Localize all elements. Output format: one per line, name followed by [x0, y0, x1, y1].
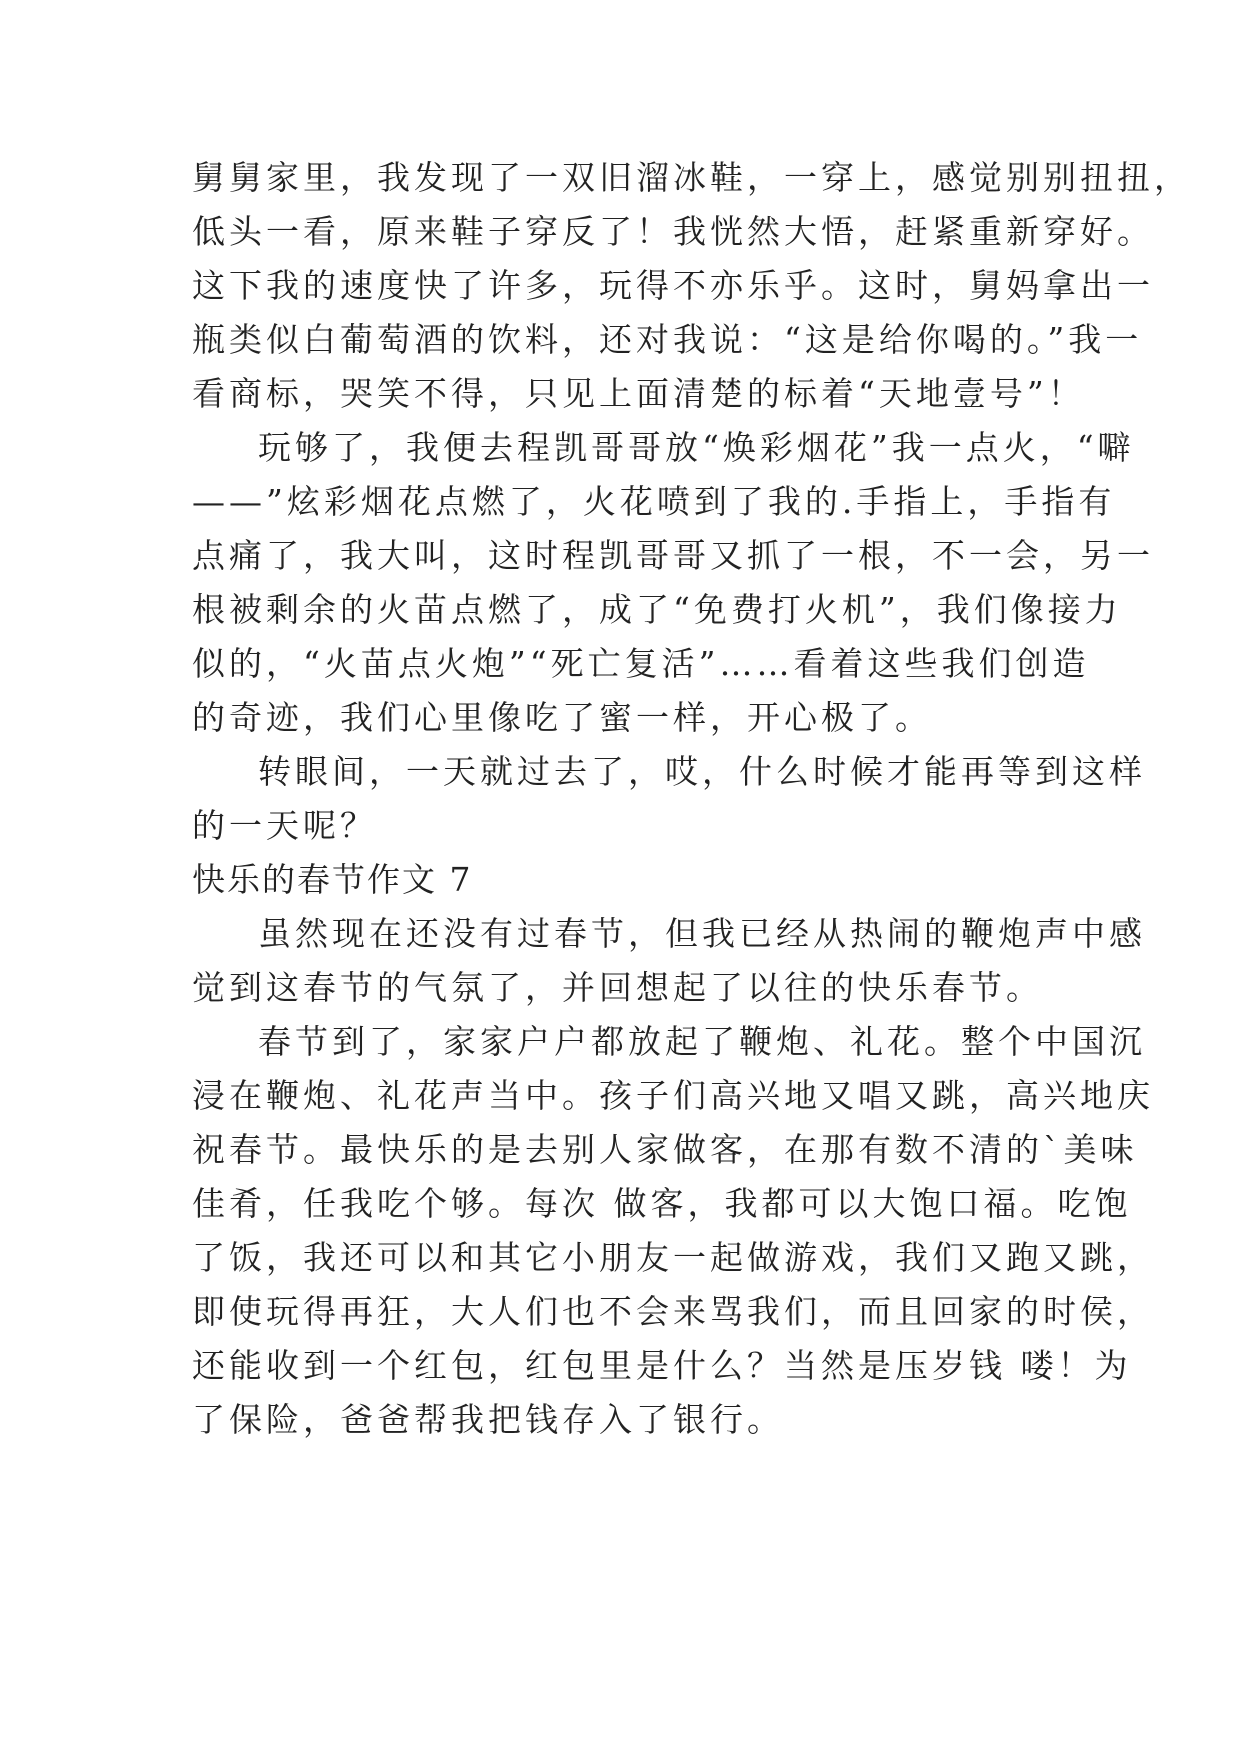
paragraph-start-line: 玩够了，我便去程凯哥哥放“焕彩烟花”我一点火，“噼: [258, 428, 1135, 467]
text-line: 的奇迹，我们心里像吃了蜜一样，开心极了。: [192, 698, 932, 737]
text-line: 根被剩余的火苗点燃了，成了“免费打火机”，我们像接力: [192, 590, 1122, 629]
text-line: 似的，“火苗点火炮”“死亡复活”……看着这些我们创造: [192, 644, 1090, 683]
text-line: 的一天呢？: [192, 806, 377, 845]
text-line: 佳肴，任我吃个够。每次 做客，我都可以大饱口福。吃饱: [192, 1184, 1132, 1223]
text-line: ——”炫彩烟花点燃了，火花喷到了我的.手指上，手指有: [192, 482, 1116, 521]
paragraph-start-line: 转眼间，一天就过去了，哎，什么时候才能再等到这样: [258, 752, 1146, 791]
text-line: 了饭，我还可以和其它小朋友一起做游戏，我们又跑又跳，: [192, 1238, 1154, 1277]
text-line: 还能收到一个红包，红包里是什么？当然是压岁钱 喽！为: [192, 1346, 1132, 1385]
paragraph-start-line: 虽然现在还没有过春节，但我已经从热闹的鞭炮声中感: [258, 914, 1146, 953]
text-line: 祝春节。最快乐的是去别人家做客，在那有数不清的`美味: [192, 1130, 1138, 1169]
text-line: 了保险，爸爸帮我把钱存入了银行。: [192, 1400, 784, 1439]
paragraph-start-line: 春节到了，家家户户都放起了鞭炮、礼花。整个中国沉: [258, 1022, 1146, 1061]
text-line: 这下我的速度快了许多，玩得不亦乐乎。这时，舅妈拿出一: [192, 266, 1154, 305]
text-line: 低头一看，原来鞋子穿反了！我恍然大悟，赶紧重新穿好。: [192, 212, 1154, 251]
text-line: 点痛了，我大叫，这时程凯哥哥又抓了一根，不一会，另一: [192, 536, 1154, 575]
text-line: 舅舅家里，我发现了一双旧溜冰鞋，一穿上，感觉别别扭扭，: [192, 158, 1191, 197]
text-line: 看商标，哭笑不得，只见上面清楚的标着“天地壹号”！: [192, 374, 1085, 413]
text-line: 觉到这春节的气氛了，并回想起了以往的快乐春节。: [192, 968, 1043, 1007]
section-heading: 快乐的春节作文 7: [192, 860, 473, 899]
text-line: 瓶类似白葡萄酒的饮料，还对我说：“这是给你喝的。”我一: [192, 320, 1143, 359]
text-line: 浸在鞭炮、礼花声当中。孩子们高兴地又唱又跳，高兴地庆: [192, 1076, 1154, 1115]
text-line: 即使玩得再狂，大人们也不会来骂我们，而且回家的时侯，: [192, 1292, 1154, 1331]
